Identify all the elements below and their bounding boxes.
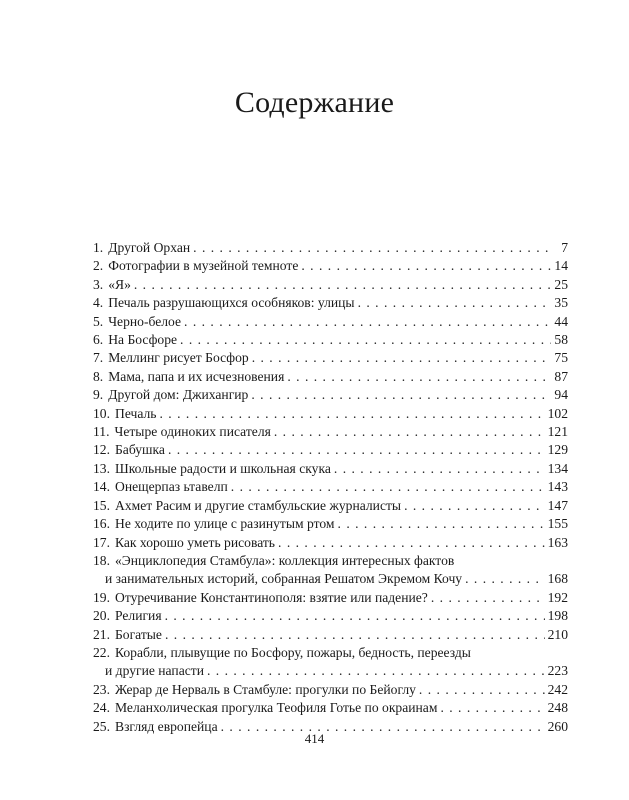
toc-entry-number: 24. [93,700,110,716]
toc-entry-title: Взгляд европейца [115,718,218,734]
toc-line [93,478,568,496]
toc-dot-leader [404,497,545,515]
toc-entry [93,626,568,644]
toc-entry [93,478,568,496]
toc-entry-number: 1. [93,240,104,255]
toc-entry-number: 22. [93,644,110,660]
toc-entry-page: 143 [547,479,568,495]
toc-line [93,552,568,570]
toc-dot-leader [134,276,551,294]
toc-entry-title: Печаль разрушающихся особняков: улицы [108,295,355,311]
toc-entry-title: Школьные радости и школьная скука [115,460,331,476]
toc-dot-leader [278,534,545,552]
toc-dot-leader [287,368,551,386]
toc-dot-leader [440,699,544,717]
toc-dot-leader [358,294,551,312]
toc-line [93,515,568,533]
toc-entry-number: 10. [93,405,110,421]
toc-line [93,257,568,275]
toc-line [93,681,568,699]
toc-entry-number: 13. [93,460,110,476]
toc-entry-number: 6. [93,332,104,348]
toc-entry-title: Отуречивание Константинополя: взятие или падение? [115,589,428,605]
toc-dot-leader [301,257,551,275]
toc-line [93,405,568,423]
toc-entry [93,276,568,294]
toc-entry-title: Фотографии в музейной темноте [108,258,299,274]
toc-entry-title: Меланхолическая прогулка Теофиля Готье по окраинам [115,700,438,716]
toc-dot-leader [160,405,545,423]
toc-line [93,441,568,459]
toc-dot-leader [184,313,551,331]
toc-entry [93,294,568,312]
toc-entry-title: Жерар де Нерваль в Стамбуле: прогулки по Бейоглу [115,681,416,697]
toc-entry-page: 192 [547,589,568,605]
toc-entry-number: 9. [93,387,104,403]
toc-entry-title: Черно-белое [108,313,182,329]
toc-entry-number: 16. [93,516,110,532]
toc-dot-leader [231,478,545,496]
toc-entry-title: Бабушка [115,442,165,458]
toc-entry-number: 4. [93,295,104,311]
toc-entry-page: 58 [554,332,568,348]
toc-dot-leader [274,423,545,441]
toc-line [93,239,568,257]
toc-entry [93,515,568,533]
toc-line [93,460,568,478]
toc-entry-title: Корабли, плывущие по Босфору, пожары, бедность, переезды [115,644,471,660]
toc-entry-title: Другой дом: Джихангир [108,387,249,403]
toc-dot-leader [207,662,545,680]
toc-line [93,497,568,515]
toc-entry [93,423,568,441]
toc-entry-title: На Босфоре [108,332,178,348]
toc-entry [93,331,568,349]
toc-entry-number: 21. [93,626,110,642]
toc-entry [93,257,568,275]
toc-entry-page: 198 [547,608,568,624]
toc-entry-number: 11. [93,424,110,440]
toc-entry-number: 15. [93,497,110,513]
toc-entry-number: 7. [93,350,104,366]
toc-entry-title: Как хорошо уметь рисовать [115,534,276,550]
toc-entry-number: 20. [93,608,110,624]
toc-entry [93,313,568,331]
page-title: Содержание [234,86,395,120]
toc-line [93,570,568,588]
toc-line [93,644,568,662]
toc-entry-number: 17. [93,534,110,550]
toc-dot-leader [465,570,545,588]
toc-entry-page: 163 [547,534,568,550]
toc-entry-number: 8. [93,368,104,384]
toc-entry-page: 102 [547,405,568,421]
toc-entry-page: 242 [547,681,568,697]
toc-entry-title: Онещерпаз ьтавелп [115,479,228,495]
toc-entry [93,386,568,404]
toc-line [93,313,568,331]
toc-dot-leader [338,515,545,533]
toc-entry [93,607,568,625]
toc-line [93,423,568,441]
toc-entry-title: «Энциклопедия Стамбула»: коллекция интересных фактов [115,552,455,568]
toc-entry-page: 121 [547,424,568,440]
toc-entry-title: Богатые [115,626,162,642]
toc-entry-title: Другой Орхан [108,240,191,255]
toc-entry-number: 25. [93,718,110,734]
toc-entry-title: и другие напасти [105,663,204,679]
toc-entry-page: 75 [554,350,568,366]
toc-dot-leader [431,589,545,607]
toc-entry [93,644,568,681]
toc-line [93,276,568,294]
toc-entry [93,497,568,515]
toc-entry-page: 155 [547,516,568,532]
toc-entry [93,552,568,589]
toc-line [93,294,568,312]
toc-line [93,331,568,349]
table-of-contents [93,239,568,736]
toc-entry-title: Мама, папа и их исчезновения [108,368,285,384]
toc-dot-leader [165,626,545,644]
toc-line [93,534,568,552]
toc-entry-page: 14 [554,258,568,274]
toc-entry-page: 210 [547,626,568,642]
toc-entry-number: 3. [93,276,104,292]
toc-entry [93,699,568,717]
toc-entry-number: 18. [93,552,110,568]
toc-entry-page: 7 [561,240,568,255]
toc-entry-title: Не ходите по улице с разинутым ртом [115,516,335,532]
toc-line [93,589,568,607]
toc-entry [93,460,568,478]
toc-entry-page: 94 [554,387,568,403]
toc-entry-number: 19. [93,589,110,605]
toc-entry-title: Меллинг рисует Босфор [108,350,249,366]
toc-dot-leader [180,331,551,349]
toc-entry-number: 2. [93,258,104,274]
toc-entry [93,405,568,423]
toc-entry-number: 23. [93,681,110,697]
toc-dot-leader [334,460,545,478]
toc-entry-number: 14. [93,479,110,495]
toc-dot-leader [193,239,551,257]
toc-entry [93,441,568,459]
toc-entry-page: 25 [554,276,568,292]
toc-entry-page: 129 [547,442,568,458]
page-number: 414 [304,731,325,746]
toc-line [93,626,568,644]
toc-entry [93,681,568,699]
toc-dot-leader [165,607,545,625]
toc-line [93,386,568,404]
toc-entry-number: 12. [93,442,110,458]
toc-dot-leader [419,681,545,699]
toc-dot-leader [252,349,551,367]
toc-entry [93,239,568,257]
toc-entry-page: 260 [547,718,568,734]
toc-entry-title: Ахмет Расим и другие стамбульские журналисты [115,497,402,513]
toc-entry-number: 5. [93,313,104,329]
toc-entry-page: 44 [554,313,568,329]
toc-entry-title: Религия [115,608,162,624]
toc-entry-page: 223 [547,663,568,679]
toc-line [93,699,568,717]
toc-line [93,607,568,625]
toc-entry-title: и занимательных историй, собранная Решатом Экремом Кочу [105,571,463,587]
toc-entry-page: 87 [554,368,568,384]
toc-line [93,368,568,386]
toc-dot-leader [251,386,551,404]
toc-dot-leader [168,441,545,459]
toc-line [93,349,568,367]
toc-entry [93,349,568,367]
toc-entry-page: 134 [547,460,568,476]
toc-entry-title: «Я» [108,276,131,292]
toc-entry-page: 248 [547,700,568,716]
toc-entry [93,534,568,552]
toc-entry-page: 168 [547,571,568,587]
toc-line [93,662,568,680]
toc-entry [93,589,568,607]
toc-entry-page: 35 [554,295,568,311]
toc-entry-title: Четыре одиноких писателя [114,424,271,440]
toc-entry-title: Печаль [115,405,157,421]
toc-entry [93,368,568,386]
toc-entry-page: 147 [547,497,568,513]
